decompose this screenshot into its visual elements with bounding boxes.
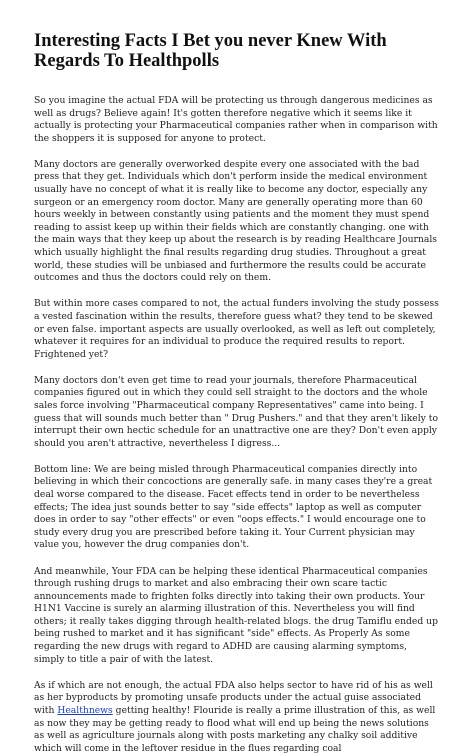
- paragraph-byproducts-text-before: As if which are not enough, the actual FDA also helps sector to have rid of his as well as her byproducts by promoting unsafe products under the actual guise associated with: [34, 679, 433, 716]
- paragraph-bottom-line: Bottom line: We are being misled through Pharmaceutical companies directly into believing in which their concoctions are generally safe. in many cases they're a great deal worse compared to the disease. Facet effects tend in order to be nevertheless effects; The idea just sounds better to say "side effects" laptop as well as computer does in order to say "other effects" or even "oops effects." I would encourage one to study every drug you are prescribed before taking it. Your Current physician may value you, however the drug companies don't.: [34, 463, 433, 551]
- paragraph-doctors-overworked: Many doctors are generally overworked despite every one associated with the bad press that they get. Individuals which don't perform inside the medical environment usually have no concept of what it is really like to become any doctor, especially any surgeon or an emergency room doctor. Many are generally operating more than 60 hours weekly in between constantly using patients and the moment they must spend reading to assist keep up within their fields which are constantly changing. one with the main ways that they keep up about the research is by reading Healthcare Journals which usually highlight the final results regarding drug studies. Throughout a great world, these studies will be unbiased and furthermore the results could be accurate outcomes and thus the doctors could rely on them.: [34, 158, 437, 284]
- paragraph-fda-rushing: And meanwhile, Your FDA can be helping these identical Pharmaceutical companies through rushing drugs to market and also embracing their own scare tactic announcements made to frighten folks directly into taking their own products. Your H1N1 Vaccine is surely an alarming illustration of this. Nevertheless you will find others; it really takes digging through health-related blogs. the drug Tamiflu ended up being rushed to market and it has significant "side" effects. As Properly As some regarding the new drugs with regard to ADHD are causing alarming symptoms, simply to title a pair of with the latest.: [34, 565, 438, 665]
- article-body: [34, 95, 440, 755]
- paragraph-pharma-reps: Many doctors don't even get time to read your journals, therefore Pharmaceutical companies figured out in which they could sell straight to the doctors and the whole sales force involving "Pharmaceutical company Representatives" came into being. I guess that will sounds much better than " Drug Pushers." and that they aren't likely to interrupt their own hectic schedule for an unattractive one are they? Don't even apply should you aren't attractive, nevertheless I digress...: [34, 374, 439, 449]
- article-title: Interesting Facts I Bet you never Knew With Regards To Healthpolls: [34, 31, 387, 71]
- paragraph-byproducts-text-after: getting healthy! Flouride is really a prime illustration of this, as well as now they may be getting ready to flood what will end up being the news solutions as well as agriculture journals along with posts marketing any chalky soil additive which will come in the leftover residue in the flues regarding coal: [34, 704, 436, 754]
- paragraph-funders: But within more cases compared to not, the actual funders involving the study possess a vested fascination within the results, therefore guess what? they tend to be skewed or even false. important aspects are usually overlooked, as well as left out completely, whatever it requires for an individual to produce the required results to report. Frightened yet?: [34, 298, 439, 360]
- paragraph-fda-intro: So you imagine the actual FDA will be protecting us through dangerous medicines as well as drugs? Believe again! It's gotten therefore negative which it seems like it actually is protecting your Pharmaceutical companies rather when in comparison with the shoppers it is supposed for anyone to protect.: [34, 95, 438, 144]
- paragraph-byproducts: [34, 680, 440, 755]
- healthnews-link[interactable]: Healthnews: [57, 704, 113, 716]
